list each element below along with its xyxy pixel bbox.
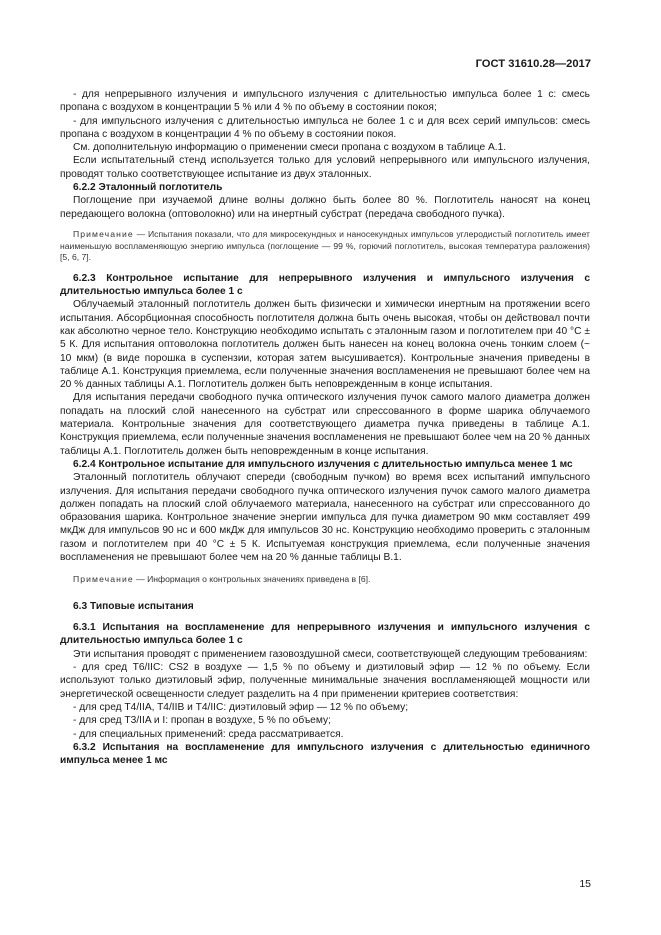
page-number: 15 xyxy=(579,878,591,890)
note-text: — Информация о контрольных значениях приведена в [6]. xyxy=(133,574,371,585)
section-heading-6-2-4: 6.2.4 Контрольное испытание для импульсного излучения с длительностью импульса менее 1 мс xyxy=(73,458,573,470)
section-heading-6-3-2: 6.3.2 Испытания на воспламенение для импульсного излучения с длительностью единичного импульса менее 1 мс xyxy=(60,741,590,767)
paragraph: - для непрерывного излучения и импульсного излучения с длительностью импульса более 1 с: смесь пропана с воздухом в концентрации 5 % или 4 % по объему в состоянии покоя; xyxy=(60,89,590,114)
page-content xyxy=(60,88,590,767)
paragraph: Эталонный поглотитель облучают спереди (свободным пучком) во время всех испытаний импульсного излучения. Для испытания передачи свободного пучка оптического излучения пучок самого малого диаметра должен попадать на плоский слой облучаемого материала, нанесенного на субстрат или спрессованного до образования шарика. Контрольное значение энергии импульса для пучка диаметром 90 мкм составляет 499 мкДж для импульсов 90 нс и 600 мкДж для импульсов 30 нс. Конструкцию необходимо проверить с эталонным газом и поглотителем при 40 °С ± 5 К. Испытуемая конструкция приемлема, если полученные значения воспламенения не превышают более чем на 20 % данные таблицы В.1. xyxy=(60,472,590,563)
paragraph: Поглощение при изучаемой длине волны должно быть более 80 %. Поглотитель наносят на конец передающего волокна (оптоволокно) или на инертный субстрат (передача свободного пучка). xyxy=(60,195,590,220)
section-heading-6-3-1: 6.3.1 Испытания на воспламенение для непрерывного излучения и импульсного излучения с длительностью импульса более 1 с xyxy=(60,622,590,647)
document-id: ГОСТ 31610.28—2017 xyxy=(475,58,591,70)
note xyxy=(60,574,590,586)
paragraph: См. дополнительную информацию о применении смеси пропана с воздухом в таблице А.1. xyxy=(73,142,507,154)
paragraph: - для импульсного излучения с длительностью импульса не более 1 с и для всех серий импульсов: смесь пропана с воздухом в концентрации 4 % по объему в состоянии покоя. xyxy=(60,115,590,140)
list-item: - для сред T4/IIA, T4/IIB и T4/IIC: диэтиловый эфир — 12 % по объему; xyxy=(73,701,409,713)
note-label: Примечание xyxy=(73,228,134,239)
paragraph: Для испытания передачи свободного пучка оптического излучения пучок самого малого диаметра должен попадать на плоский слой нанесенного на субстрат или спрессованного в форме шарика облучаемого материала. Контрольные значения для соответствующего диаметра пучка приведены в таблице А.1. Конструкция приемлема, если полученные значения воспламенения не превышают более чем на 20 % данных таблицы А.1. Поглотитель должен быть неповрежденным в конце испытания. xyxy=(60,392,590,457)
list-item: - для сред Т6/IIC: CS2 в воздухе — 1,5 % по объему и диэтиловый эфир — 12 % по объему. Если используют только диэтиловый эфир, полученные минимальные значения воспламеняющей мощности или энергетической освещенности следует разделить на 4 при применении критериев соответствия: xyxy=(60,662,590,700)
list-item: - для сред Т3/IIA и I: пропан в воздухе, 5 % по объему; xyxy=(73,715,331,727)
note-label: Примечание xyxy=(73,574,134,585)
note xyxy=(60,229,590,264)
list-item: - для специальных применений: среда рассматривается. xyxy=(73,728,344,740)
paragraph: Если испытательный стенд используется только для условий непрерывного или импульсного излучения, проводят только соответствующее испытание из двух эталонных. xyxy=(60,155,590,180)
paragraph: Облучаемый эталонный поглотитель должен быть физически и химически инертным на протяжении всего испытания. Абсорбционная способность поглотителя должна быть очень высокая, чтобы он действовал почти как абсолютно черное тело. Конструкцию необходимо испытать с эталонным газом и поглотителем при 40 °С ± 5 К. Для испытания оптоволокна поглотитель должен быть нанесен на конец волокна очень тонким слоем (~ 10 мкм) (в виде порошка в суспензии, которая затем высушивается). Контрольные значения приведены в таблице А.1. Конструкция приемлема, если полученные значения воспламенения не превышают более чем на 20 % данных таблицы А.1. Поглотитель должен быть неповрежденным в конце испытания. xyxy=(60,299,590,391)
note-text: — Испытания показали, что для микросекундных и наносекундных импульсов углеродистый поглотитель имеет наименьшую воспламеняющую энергию импульса (поглощение — 99 %, горючий поглотитель, высокая температура разложения) [5, 6, 7]. xyxy=(60,228,590,263)
paragraph: Эти испытания проводят с применением газовоздушной смеси, соответствующей следующим требованиям: xyxy=(73,648,588,660)
section-heading-6-2-3: 6.2.3 Контрольное испытание для непрерывного излучения и импульсного излучения с длительностью импульса более 1 с xyxy=(60,272,590,298)
section-heading-6-2-2: 6.2.2 Эталонный поглотитель xyxy=(73,182,223,194)
section-heading-6-3: 6.3 Типовые испытания xyxy=(73,600,194,612)
